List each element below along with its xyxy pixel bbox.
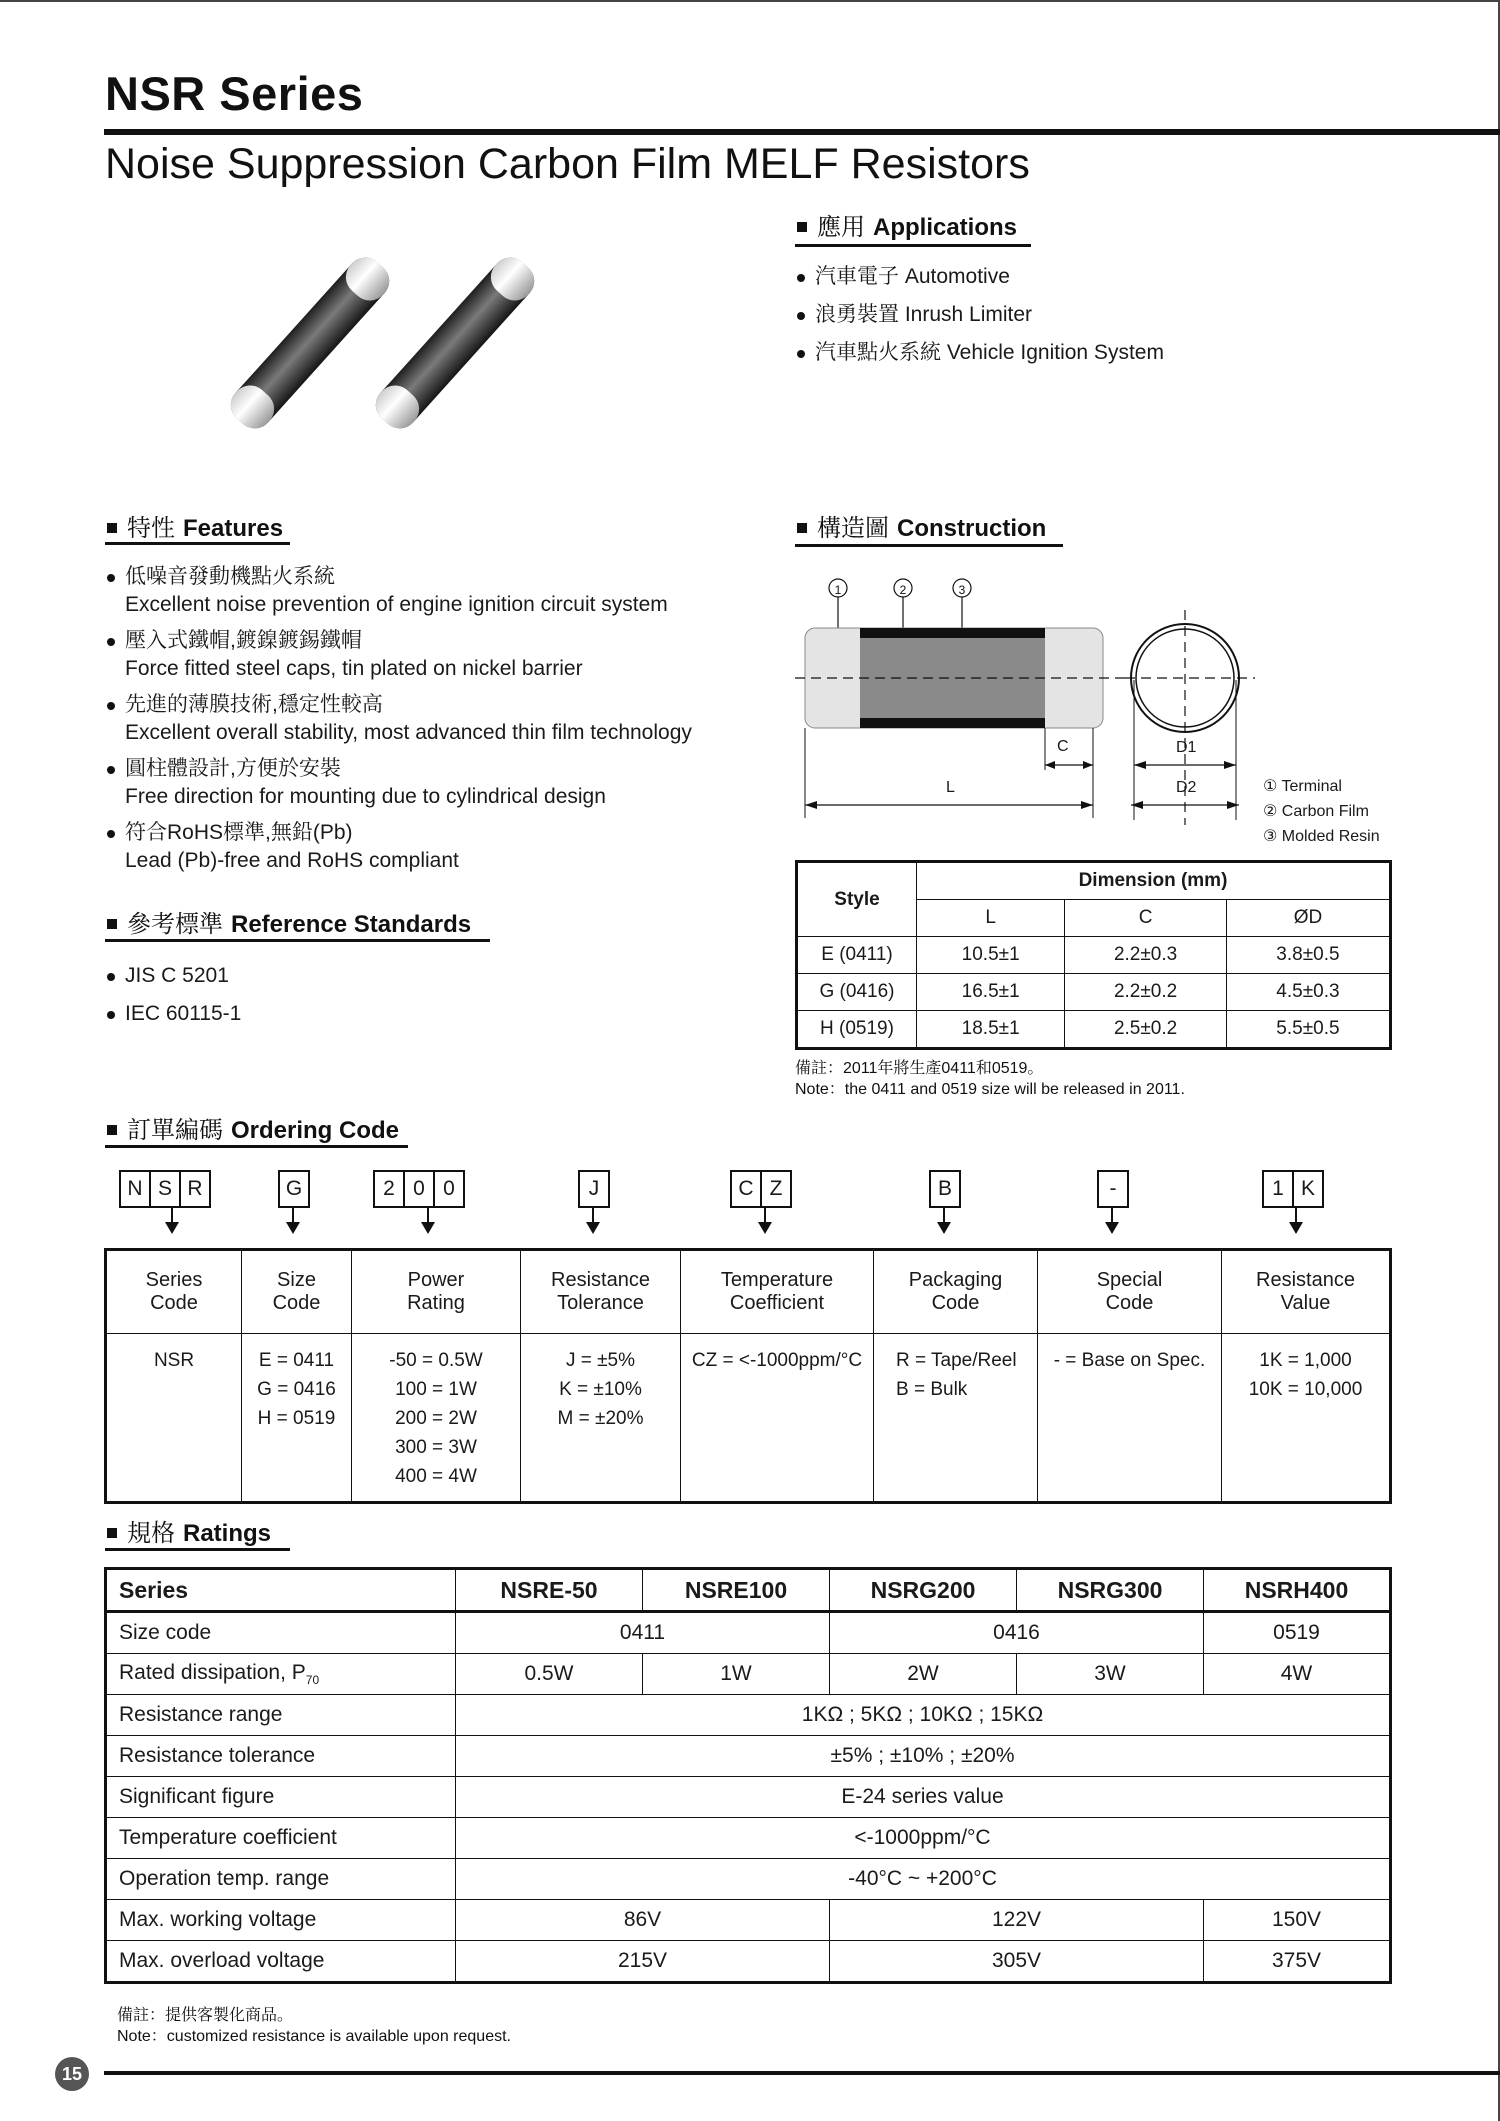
dim-cell: G (0416): [797, 974, 917, 1011]
application-item: 浪勇裝置 Inrush Limiter: [795, 301, 1395, 329]
construction-legend: [1263, 774, 1380, 849]
ratings-rule: [105, 1548, 290, 1551]
ord-header: Power Rating: [352, 1250, 521, 1334]
rating-cell: -40°C ~ +200°C: [456, 1859, 1391, 1900]
rating-cell: 215V: [456, 1941, 830, 1983]
application-item: 汽車電子 Automotive: [795, 263, 1395, 291]
features-heading: 特性 Features: [107, 508, 283, 543]
applications-list: [795, 263, 1395, 377]
dimension-table: [795, 860, 1392, 1050]
table-row: [797, 1011, 1391, 1049]
rating-cell: 2W: [830, 1654, 1017, 1695]
rating-cell: 1W: [643, 1654, 830, 1695]
rating-cell: 122V: [830, 1900, 1204, 1941]
code-box-tolerance: J: [578, 1170, 610, 1208]
rating-cell: 375V: [1204, 1941, 1391, 1983]
series-header: NSRE-50: [456, 1569, 643, 1612]
page-number: 15: [55, 2057, 89, 2091]
ord-values: E = 0411 G = 0416 H = 0519: [242, 1334, 352, 1503]
series-header: NSRG200: [830, 1569, 1017, 1612]
dim-label-d2: D2: [1176, 779, 1197, 796]
table-row: [797, 974, 1391, 1011]
rating-cell: 305V: [830, 1941, 1204, 1983]
dim-cell: 2.2±0.3: [1065, 937, 1227, 974]
table-row: [106, 1900, 1391, 1941]
applications-rule: [795, 244, 1031, 247]
dim-cell: 18.5±1: [917, 1011, 1065, 1049]
standard-item: IEC 60115-1: [105, 1000, 505, 1028]
table-row: [106, 1612, 1391, 1654]
table-row: [106, 1736, 1391, 1777]
feature-item: 圓柱體設計,方便於安裝 Free direction for mounting due to cylindrical design: [105, 755, 755, 811]
dim-col-header: ØD: [1226, 900, 1390, 937]
rating-cell: 0519: [1204, 1612, 1391, 1654]
legend-item: ③ Molded Resin: [1263, 828, 1380, 845]
arrow-down-icon: [1111, 1206, 1113, 1224]
standard-item: JIS C 5201: [105, 962, 505, 990]
rating-cell: 4W: [1204, 1654, 1391, 1695]
page-subtitle: Noise Suppression Carbon Film MELF Resistors: [105, 140, 1030, 188]
table-row: [106, 1654, 1391, 1695]
ratings-note: [117, 2005, 511, 2047]
arrow-down-icon: [592, 1206, 594, 1224]
rating-cell: 3W: [1017, 1654, 1204, 1695]
row-label: Significant figure: [106, 1777, 456, 1818]
legend-item: ② Carbon Film: [1263, 803, 1369, 820]
table-row: [797, 937, 1391, 974]
row-label: Operation temp. range: [106, 1859, 456, 1900]
dim-cell: 2.2±0.2: [1065, 974, 1227, 1011]
dim-group-header: Dimension (mm): [917, 862, 1391, 900]
feature-item: 符合RoHS標準,無鉛(Pb) Lead (Pb)-free and RoHS compliant: [105, 819, 755, 875]
arrow-down-icon: [764, 1206, 766, 1224]
dimension-note-zh: 備註：2011年將生產0411和0519。: [795, 1060, 1044, 1077]
series-header: NSRE100: [643, 1569, 830, 1612]
title-rule: [104, 129, 1500, 135]
construction-heading: 構造圖 Construction: [797, 508, 1046, 543]
svg-text:1: 1: [834, 583, 842, 597]
ord-header: Size Code: [242, 1250, 352, 1334]
dim-label-l: L: [946, 779, 955, 796]
page-title: NSR Series: [105, 67, 364, 120]
row-label: Max. overload voltage: [106, 1941, 456, 1983]
rating-cell: ±5% ; ±10% ; ±20%: [456, 1736, 1391, 1777]
feature-item: 低噪音發動機點火系統 Excellent noise prevention of engine ignition circuit system: [105, 563, 755, 619]
rating-cell: <-1000ppm/°C: [456, 1818, 1391, 1859]
series-header: NSRG300: [1017, 1569, 1204, 1612]
ord-values: - = Base on Spec.: [1038, 1334, 1222, 1503]
applications-heading: 應用 Applications: [797, 207, 1017, 242]
arrow-down-icon: [1295, 1206, 1297, 1224]
page-top-border: [0, 0, 1500, 2]
code-box-tempco: C Z: [730, 1170, 792, 1208]
ord-header: Packaging Code: [874, 1250, 1038, 1334]
resistor-photo-2: [345, 228, 565, 458]
feature-item: 壓入式鐵帽,鍍鎳鍍錫鐵帽 Force fitted steel caps, tin plated on nickel barrier: [105, 627, 755, 683]
application-item: 汽車點火系統 Vehicle Ignition System: [795, 339, 1395, 367]
ordering-heading: 訂單編碼 Ordering Code: [107, 1110, 399, 1145]
ord-values: R = Tape/Reel B = Bulk: [874, 1334, 1038, 1503]
features-list: [105, 563, 755, 883]
ratings-note-en: Note：customized resistance is available upon request.: [117, 2028, 511, 2045]
rating-cell: 0411: [456, 1612, 830, 1654]
code-box-packaging: B: [929, 1170, 961, 1208]
svg-text:3: 3: [958, 583, 966, 597]
row-label: Resistance range: [106, 1695, 456, 1736]
arrow-down-icon: [943, 1206, 945, 1224]
ratings-series-label: Series: [106, 1569, 456, 1612]
table-row: [106, 1777, 1391, 1818]
row-label: Rated dissipation, $P_{70}$: [106, 1654, 456, 1695]
dim-cell: 16.5±1: [917, 974, 1065, 1011]
rating-cell: 86V: [456, 1900, 830, 1941]
dim-label-c: C: [1057, 738, 1069, 755]
rating-cell: 0.5W: [456, 1654, 643, 1695]
series-header: NSRH400: [1204, 1569, 1391, 1612]
features-rule: [105, 542, 290, 545]
svg-text:2: 2: [899, 583, 907, 597]
ratings-note-zh: 備註：提供客製化商品。: [117, 2007, 294, 2024]
ord-values: NSR: [106, 1334, 242, 1503]
ord-values: 1K = 1,000 10K = 10,000: [1222, 1334, 1391, 1503]
row-label: Temperature coefficient: [106, 1818, 456, 1859]
ratings-table: [104, 1567, 1392, 1984]
ordering-table: [104, 1248, 1392, 1504]
ord-header: Resistance Value: [1222, 1250, 1391, 1334]
row-label: Size code: [106, 1612, 456, 1654]
dim-style-header: Style: [797, 862, 917, 937]
standards-heading: 參考標準 Reference Standards: [107, 904, 471, 939]
legend-item: ① Terminal: [1263, 778, 1342, 795]
dimension-note-en: Note：the 0411 and 0519 size will be released in 2011.: [795, 1081, 1185, 1098]
arrow-down-icon: [171, 1206, 173, 1224]
ord-header: Series Code: [106, 1250, 242, 1334]
ord-header: Temperature Coefficient: [681, 1250, 874, 1334]
dim-cell: E (0411): [797, 937, 917, 974]
rating-cell: 150V: [1204, 1900, 1391, 1941]
standards-rule: [105, 939, 490, 942]
dim-cell: 3.8±0.5: [1226, 937, 1390, 974]
ordering-rule: [105, 1145, 408, 1148]
arrow-down-icon: [292, 1206, 294, 1224]
dim-col-header: L: [917, 900, 1065, 937]
dim-cell: 5.5±0.5: [1226, 1011, 1390, 1049]
row-label: Resistance tolerance: [106, 1736, 456, 1777]
dim-cell: 4.5±0.3: [1226, 974, 1390, 1011]
code-box-special: -: [1097, 1170, 1129, 1208]
bottom-rule: [104, 2071, 1500, 2075]
dim-cell: 2.5±0.2: [1065, 1011, 1227, 1049]
dim-cell: 10.5±1: [917, 937, 1065, 974]
ord-values: -50 = 0.5W 100 = 1W 200 = 2W 300 = 3W 400 = 4W: [352, 1334, 521, 1503]
standards-list: [105, 962, 505, 1038]
rating-cell: 0416: [830, 1612, 1204, 1654]
code-box-resistance: 1 K: [1262, 1170, 1324, 1208]
dim-col-header: C: [1065, 900, 1227, 937]
table-row: [106, 1941, 1391, 1983]
construction-rule: [795, 544, 1063, 547]
table-row: [106, 1695, 1391, 1736]
ord-header: Resistance Tolerance: [521, 1250, 681, 1334]
code-box-size: G: [278, 1170, 310, 1208]
ord-header: Special Code: [1038, 1250, 1222, 1334]
dimension-note: [795, 1058, 1185, 1100]
code-box-series: N S R: [119, 1170, 211, 1208]
rating-cell: 1KΩ ; 5KΩ ; 10KΩ ; 15KΩ: [456, 1695, 1391, 1736]
ratings-heading: 規格 Ratings: [107, 1513, 271, 1548]
table-row: [106, 1818, 1391, 1859]
table-row: [106, 1859, 1391, 1900]
row-label: Max. working voltage: [106, 1900, 456, 1941]
code-box-power: 2 0 0: [373, 1170, 465, 1208]
ord-values: J = ±5% K = ±10% M = ±20%: [521, 1334, 681, 1503]
ord-values: CZ = <-1000ppm/°C: [681, 1334, 874, 1503]
dim-label-d1: D1: [1176, 739, 1197, 756]
dim-cell: H (0519): [797, 1011, 917, 1049]
feature-item: 先進的薄膜技術,穩定性較高 Excellent overall stability, most advanced thin film technology: [105, 691, 755, 747]
arrow-down-icon: [427, 1206, 429, 1224]
rating-cell: E-24 series value: [456, 1777, 1391, 1818]
